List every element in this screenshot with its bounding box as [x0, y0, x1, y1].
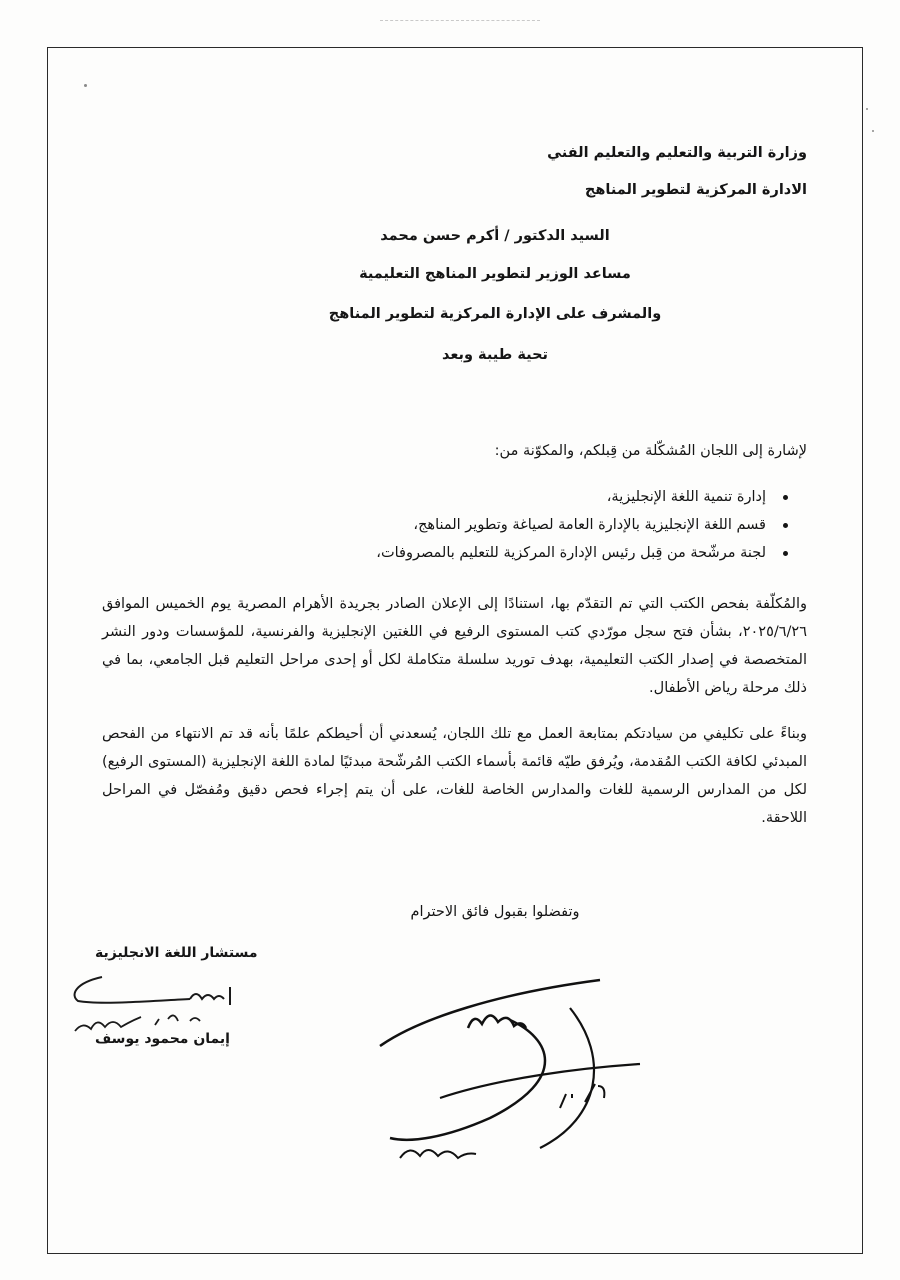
- addressee-name: السيد الدكتور / أكرم حسن محمد: [380, 228, 610, 244]
- scan-speck: [872, 130, 874, 132]
- list-item: إدارة تنمية اللغة الإنجليزية،: [376, 483, 792, 511]
- greeting: تحية طيبة وبعد: [441, 347, 548, 363]
- department-name: الادارة المركزية لتطوير المناهج: [584, 182, 807, 198]
- intro-line: لإشارة إلى اللجان المُشكّلة من قِبلكم، والمكوّنة من:: [494, 443, 807, 459]
- list-item: لجنة مرشّحة من قِبل رئيس الإدارة المركزية للتعليم بالمصروفات،: [376, 539, 792, 567]
- committee-list: [376, 483, 792, 567]
- scan-speck: [866, 108, 868, 110]
- scan-artifact-line: [380, 20, 540, 21]
- closing-text: وتفضلوا بقبول فائق الاحترام: [410, 904, 580, 920]
- sender-title: مستشار اللغة الانجليزية: [95, 945, 258, 961]
- body-paragraph-2: وبناءً على تكليفي من سيادتكم بمتابعة العمل مع تلك اللجان، يُسعدني أن أحيطكم علمًا بأنه قد تم الانتهاء من الفحص المبدئي لكافة الكتب المُقدمة، ويُرفق طيّه قائمة بأسماء الكتب المُرشّحة مبدئيًا لمادة اللغة الإنجليزية (المستوى الرفيع) لكل من المدارس الرسمية للغات والمدارس الخاصة للغات، على أن يتم إجراء فحص دقيق ومُفصّل في المراحل اللاحقة.: [102, 726, 807, 826]
- addressee-supervisor: والمشرف على الإدارة المركزية لتطوير المناهج: [328, 306, 662, 322]
- ministry-name: وزارة التربية والتعليم والتعليم الفني: [547, 145, 807, 161]
- addressee-title: مساعد الوزير لتطوير المناهج التعليمية: [359, 266, 631, 282]
- sender-name: إيمان محمود يوسف: [95, 1031, 230, 1047]
- body-paragraph-1: والمُكلّفة بفحص الكتب التي تم التقدّم بها، استنادًا إلى الإعلان الصادر بجريدة الأهرام المصرية يوم الخميس الموافق ٢٠٢٥/٦/٢٦، بشأن فتح سجل مورّدي كتب المستوى الرفيع في اللغتين الإنجليزية والفرنسية، للمؤسسات ودور النشر المتخصصة في إصدار الكتب التعليمية، بهدف توريد سلسلة متكاملة لكل أو إحدى مراحل التعليم قبل الجامعي، بما في ذلك مرحلة رياض الأطفال.: [102, 596, 807, 696]
- list-item: قسم اللغة الإنجليزية بالإدارة العامة لصياغة وتطوير المناهج،: [376, 511, 792, 539]
